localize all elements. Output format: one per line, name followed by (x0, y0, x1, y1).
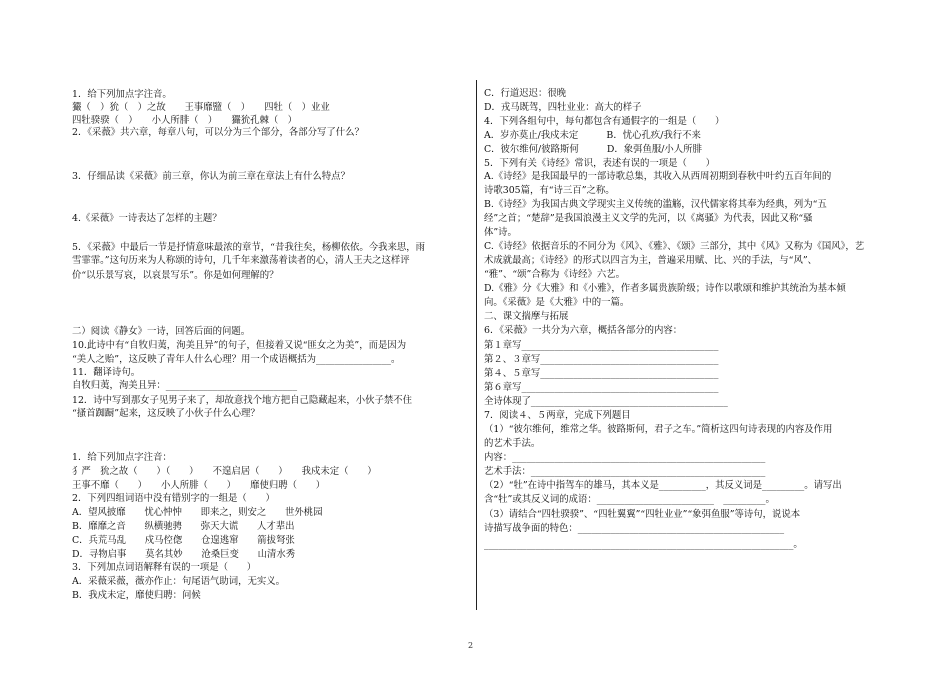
right-line: A.《诗经》是我国最早的一部诗歌总集，其收入从西周初期到春秋中叶约五百年间的 (484, 171, 832, 182)
left-line: 四牡骙骙（ ） 小人所腓（ ） 玁狁孔棘（ ） (72, 115, 297, 126)
right-line: “雅”、“颂”合称为《诗经》六艺。 (484, 269, 626, 280)
left-line: 雪霏霏。”这句历来为人称颂的诗句，几千年来激荡着读者的心，清人王夫之这样评 (72, 255, 410, 266)
column-divider (476, 80, 477, 610)
right-line: 第６章写__________________________________________ (484, 382, 719, 393)
right-line: 经”之首；“楚辞”是我国浪漫主义文学的先河，以《离骚》为代表，因此又称“骚 (484, 213, 813, 224)
left-line: 5．《采薇》中最后一节是抒情意味最浓的章节，“昔我往矣，杨柳依依。今我来思，雨 (72, 242, 425, 253)
left-line: 犭严 狁之故（ ）（ ） 不遑启居（ ） 我戍未定（ ） (72, 466, 377, 477)
left-line: 玁（ ）狁（ ）之故 王事靡盬（ ） 四牡（ ）业业 (72, 102, 330, 113)
right-line: 二、课文揣摩与拓展 (484, 311, 569, 322)
right-line: 4．下列各组句中，每句都包含有通假字的一组是（ ） (484, 116, 725, 127)
right-line: 艺术手法：__________________________________________________ (484, 466, 766, 477)
right-line: D．戎马既驾，四牡业业：高大的样子 (484, 102, 642, 113)
left-line: A．采薇采薇，薇亦作止：句尾语气助词，无实义。 (72, 576, 286, 587)
left-line: 3．仔细品读《采薇》前三章，你认为前三章在章法上有什么特点？ (72, 171, 350, 182)
left-line: 2．《采薇》共六章，每章八句，可以分为三个部分，各部分写了什么？ (72, 127, 364, 138)
left-line: 自牧归荑，洵美且异：____________________________ (72, 380, 298, 391)
right-line: 第１章写__________________________________________ (484, 340, 719, 351)
right-line: C．彼尔维何/彼路斯何 D．象弭鱼服/小人所腓 (484, 144, 702, 155)
left-line: B．我戍未定，靡使归聘：问候 (72, 590, 201, 601)
left-line: 11．翻译诗句。 (72, 367, 141, 378)
right-line: 体”诗。 (484, 227, 517, 238)
right-line: 7．阅读４、５两章，完成下列题目 (484, 410, 631, 421)
right-line: D.《雅》分《大雅》和《小雅》，作者多属贵族阶级；诗作以歌颂和维护其统治为基本倾 (484, 283, 846, 294)
left-line: 3．下列加点词语解释有误的一项是（ ） (72, 562, 257, 573)
left-line: 12．诗中写到那女子见男子来了，却故意找个地方把自己隐藏起来，小伙子禁不住 (72, 395, 413, 406)
right-line: 6．《采薇》一共分为六章，概括各部分的内容： (484, 325, 683, 336)
left-line: “美人之贻”，这反映了青年人什么心理？用一个成语概括为________________。 (72, 354, 401, 365)
right-line: __________________________________________________________________。 (484, 539, 803, 550)
left-line: 1．给下列加点字注音： (72, 452, 172, 463)
right-line: （1）“彼尔维何，维常之华。彼路斯何，君子之车。”简析这四句诗表现的内容及作用 (484, 424, 833, 435)
left-line: 王事不靡（ ） 小人所腓（ ） 靡使归聘（ ） (72, 480, 326, 491)
right-line: B.《诗经》为我国古典文学现实主义传统的滥觞，汉代儒家将其奉为经典，列为“五 (484, 199, 827, 210)
right-line: 含“牡”或其反义词的成语：_________________________ _________。 (484, 494, 775, 505)
right-line: 向。《采薇》是《大雅》中的一篇。 (484, 297, 630, 308)
left-line: B．靡靡之音 纵横驰骋 弥天大谎 人才辈出 (72, 521, 295, 532)
left-line: C．兵荒马乱 戍马倥偬 仓遑逃窜 箭拔弩张 (72, 535, 295, 546)
page-number: 2 (468, 641, 474, 650)
left-line: “搔首踟蹰”起来，这反映了小伙子什么心理？ (72, 408, 260, 419)
left-line: 二）阅读《静女》一诗，回答后面的问题。 (72, 326, 251, 337)
left-line: 10.此诗中有“自牧归荑，洵美且异”的句子，但接着又说“匪女之为美”，而是因为 (72, 340, 407, 351)
right-line: A．岁亦莫止/我戍未定 B．忧心孔疚/我行不来 (484, 130, 701, 141)
right-line: 第２、３章写______________________________________ (484, 354, 719, 365)
left-line: 价“以乐景写哀，以哀景写乐”。你是如何理解的？ (72, 270, 279, 281)
left-line: 4.《采薇》一诗表达了怎样的主题？ (72, 213, 222, 224)
right-line: 诗描写战争面的特色：____________________________________________ (484, 523, 785, 534)
right-line: C.《诗经》依据音乐的不同分为《风》、《雅》、《颂》三部分，其中《风》又称为《国风》，艺 (484, 241, 865, 252)
left-line: D．寻物启事 莫名其妙 沧桑巨变 山清水秀 (72, 549, 296, 560)
right-line: C．行道迟迟：很晚 (484, 88, 567, 99)
left-line: 2．下列四组词语中没有错别字的一组是（ ） (72, 493, 275, 504)
right-line: 诗歌305篇，有“诗三百”之称。 (484, 185, 615, 196)
right-line: 内容：______________________________________________________ (484, 452, 766, 463)
right-line: 术成就最高；《诗经》的形式以四言为主，普遍采用赋、比、兴的手法，与“风”、 (484, 255, 818, 266)
right-line: 第４、５章写______________________________________ (484, 368, 719, 379)
right-line: 的艺术手法。 (484, 438, 541, 449)
right-line: （2）“牡”在诗中指驾车的雄马，其本义是__________，其反义词是_________。请写出 (484, 480, 842, 491)
left-line: 1．给下列加点字注音。 (72, 89, 172, 100)
right-line: 5．下列有关《诗经》常识，表述有误的一项是（ ） (484, 158, 715, 169)
right-line: （3）请结合“四牡骙骙”、“四牡翼翼”“四牡业业”“象弭鱼服”等诗句，说说本 (484, 509, 801, 520)
left-line: A．望风披靡 忧心忡忡 即来之，则安之 世外桃园 (72, 507, 323, 518)
right-line: 全诗体现了__________________________________________ (484, 396, 728, 407)
